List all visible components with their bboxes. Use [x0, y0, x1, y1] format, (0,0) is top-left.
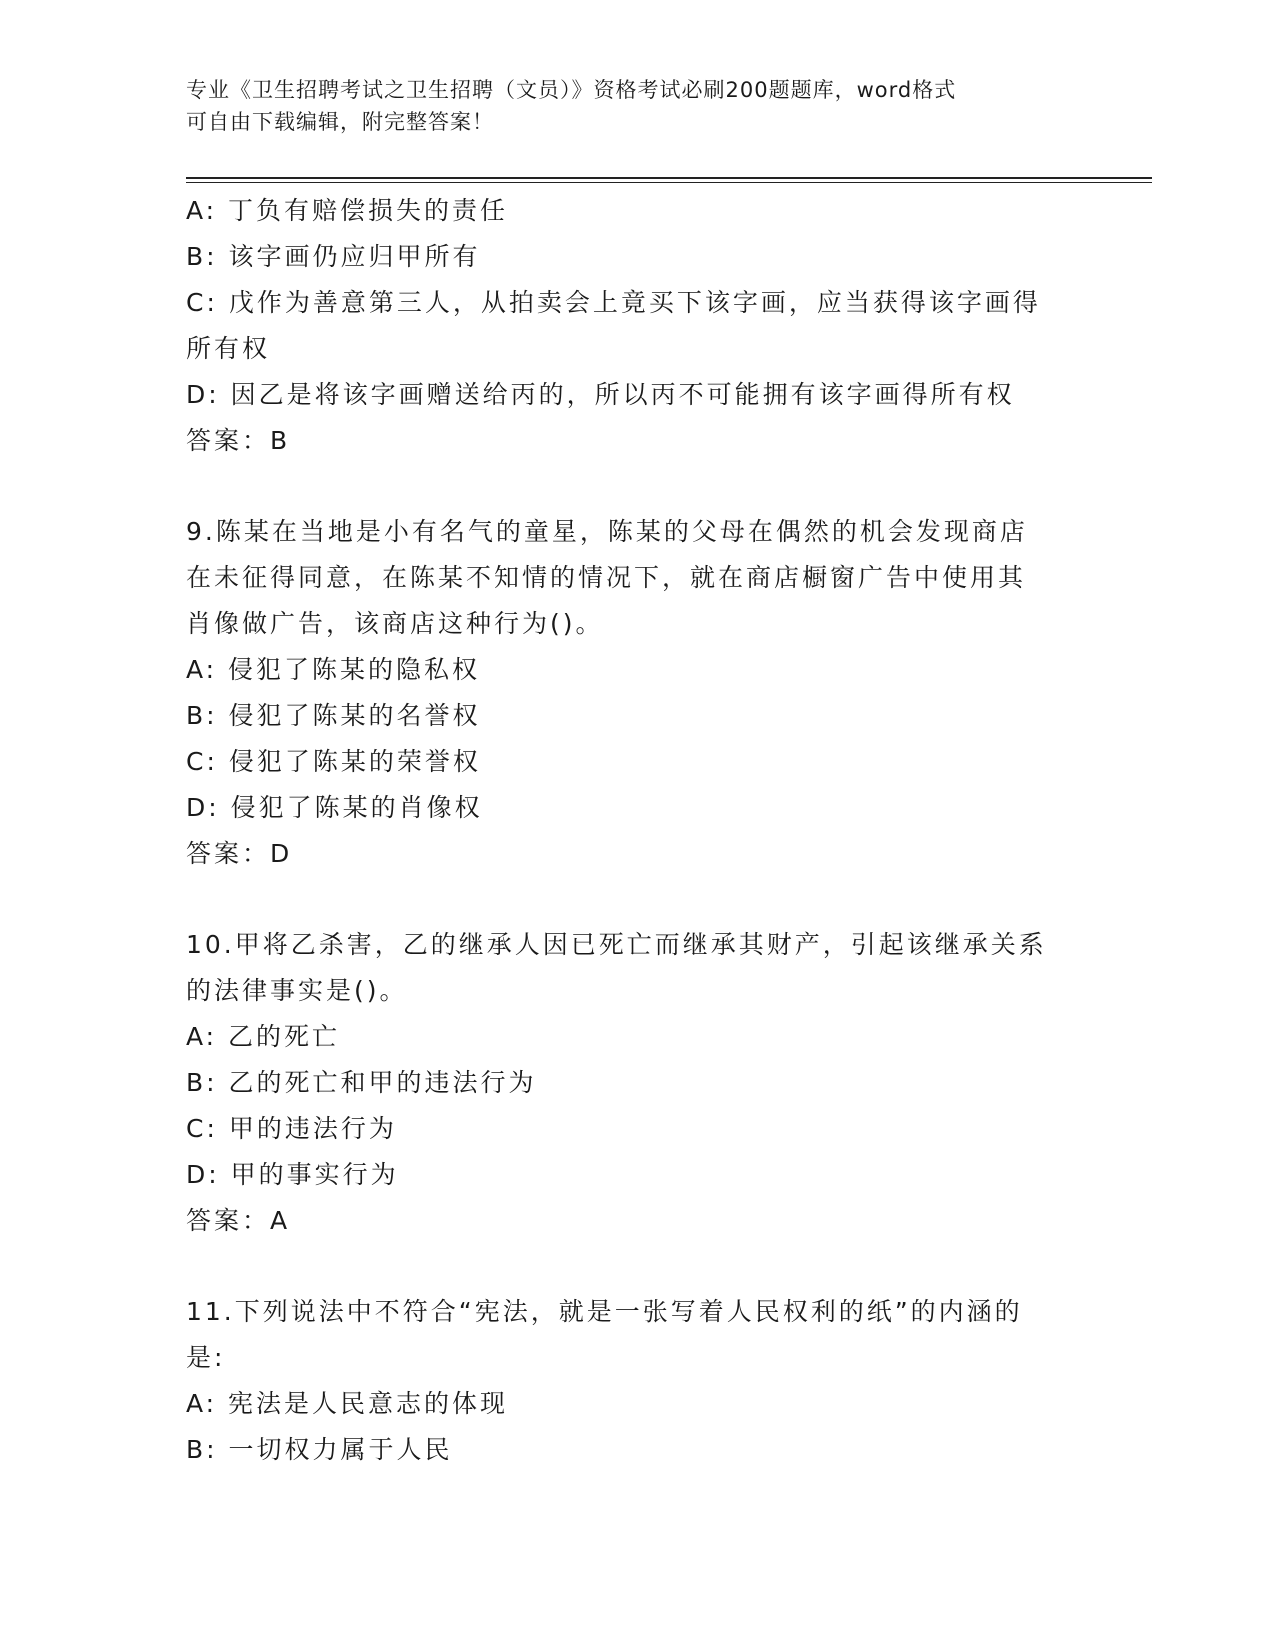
option-d: D: 因乙是将该字画赠送给丙的，所以丙不可能拥有该字画得所有权: [186, 380, 1015, 409]
document-header: [186, 74, 1066, 138]
question-stem-line: 11.下列说法中不符合“宪法，就是一张写着人民权利的纸”的内涵的: [186, 1297, 1023, 1326]
question-stem-line: 的法律事实是()。: [186, 976, 408, 1005]
question-stem-line: 在未征得同意，在陈某不知情的情况下，就在商店橱窗广告中使用其: [186, 563, 1027, 592]
option-b: B: 乙的死亡和甲的违法行为: [186, 1068, 537, 1097]
block-gap: [186, 1244, 1086, 1289]
option-b: B: 该字画仍应归甲所有: [186, 242, 481, 271]
question-9-block: [186, 509, 1086, 877]
option-c: C: 戊作为善意第三人，从拍卖会上竟买下该字画，应当获得该字画得: [186, 288, 1041, 317]
answer-line: 答案：B: [186, 426, 291, 455]
option-a: A: 乙的死亡: [186, 1022, 341, 1051]
header-rule-thick: [186, 177, 1152, 179]
block-gap: [186, 877, 1086, 922]
answer-line: 答案：A: [186, 1206, 291, 1235]
option-a: A: 丁负有赔偿损失的责任: [186, 196, 509, 225]
option-d: D: 侵犯了陈某的肖像权: [186, 793, 483, 822]
question-content: [186, 188, 1086, 1473]
option-b: B: 一切权力属于人民: [186, 1435, 453, 1464]
option-c: C: 甲的违法行为: [186, 1114, 397, 1143]
question-stem-line: 肖像做广告，该商店这种行为()。: [186, 609, 604, 638]
header-line-2: 可自由下载编辑，附完整答案！: [186, 110, 494, 134]
question-stem-line: 9.陈某在当地是小有名气的童星，陈某的父母在偶然的机会发现商店: [186, 517, 1028, 546]
question-10-block: [186, 922, 1086, 1244]
question-stem-line: 10.甲将乙杀害，乙的继承人因已死亡而继承其财产，引起该继承关系: [186, 930, 1047, 959]
prev-question-block: [186, 188, 1086, 464]
question-stem-line: 是:: [186, 1343, 226, 1372]
header-rule-thin: [186, 182, 1152, 183]
answer-line: 答案：D: [186, 839, 293, 868]
option-a: A: 侵犯了陈某的隐私权: [186, 655, 481, 684]
option-d: D: 甲的事实行为: [186, 1160, 399, 1189]
header-line-1: 专业《卫生招聘考试之卫生招聘（文员）》资格考试必刷200题题库，word格式: [186, 78, 957, 102]
question-11-block: [186, 1289, 1086, 1473]
block-gap: [186, 464, 1086, 509]
option-c: C: 侵犯了陈某的荣誉权: [186, 747, 481, 776]
option-c-continued: 所有权: [186, 334, 271, 363]
option-a: A: 宪法是人民意志的体现: [186, 1389, 509, 1418]
option-b: B: 侵犯了陈某的名誉权: [186, 701, 481, 730]
